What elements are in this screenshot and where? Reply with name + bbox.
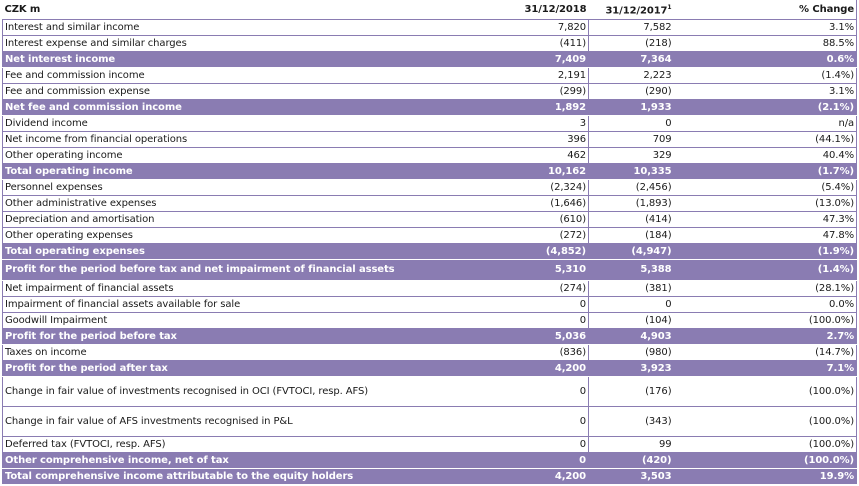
percent-change: (100.0%) xyxy=(771,377,857,407)
percent-change: (14.7%) xyxy=(771,345,857,361)
spacer-cell xyxy=(674,345,771,361)
row-label: Net interest income xyxy=(3,52,507,68)
spacer-cell xyxy=(674,164,771,180)
value-2017: 4,903 xyxy=(589,329,674,345)
value-2018: (836) xyxy=(507,345,589,361)
row-label: Interest expense and similar charges xyxy=(3,36,507,52)
value-2018: (610) xyxy=(507,212,589,228)
row-label: Profit for the period before tax xyxy=(3,329,507,345)
percent-change: (100.0%) xyxy=(771,407,857,437)
percent-change: (1.7%) xyxy=(771,164,857,180)
value-2018: (4,852) xyxy=(507,244,589,260)
percent-change: 0.0% xyxy=(771,297,857,313)
percent-change: (100.0%) xyxy=(771,453,857,469)
table-row-subtotal xyxy=(3,244,857,260)
value-2017: (218) xyxy=(589,36,674,52)
income-statement-table xyxy=(2,0,857,485)
row-label: Net income from financial operations xyxy=(3,132,507,148)
table-row-subtotal xyxy=(3,52,857,68)
percent-change: (100.0%) xyxy=(771,437,857,453)
value-2017: 1,933 xyxy=(589,100,674,116)
row-label: Interest and similar income xyxy=(3,20,507,36)
percent-change: 47.8% xyxy=(771,228,857,244)
row-label: Profit for the period before tax and net impairment of financial assets xyxy=(3,260,507,281)
table-row xyxy=(3,196,857,212)
value-2018: 5,310 xyxy=(507,260,589,281)
percent-change: n/a xyxy=(771,116,857,132)
table-row-subtotal xyxy=(3,164,857,180)
value-2017: 7,364 xyxy=(589,52,674,68)
percent-change: 40.4% xyxy=(771,148,857,164)
column-header-2017-label: 31/12/2017 xyxy=(605,5,668,17)
table-body xyxy=(3,20,857,485)
percent-change: (28.1%) xyxy=(771,281,857,297)
value-2017: 5,388 xyxy=(589,260,674,281)
value-2017: (381) xyxy=(589,281,674,297)
row-label: Change in fair value of AFS investments recognised in P&L xyxy=(3,407,507,437)
column-header-2017-footnote: 1 xyxy=(667,4,672,11)
value-2018: 0 xyxy=(507,407,589,437)
value-2017: 0 xyxy=(589,116,674,132)
row-label: Personnel expenses xyxy=(3,180,507,196)
percent-change: (1.4%) xyxy=(771,68,857,84)
table-row-subtotal xyxy=(3,260,857,281)
table-row-subtotal xyxy=(3,453,857,469)
spacer-cell xyxy=(674,407,771,437)
value-2017: 3,923 xyxy=(589,361,674,377)
value-2018: 396 xyxy=(507,132,589,148)
row-label: Goodwill Impairment xyxy=(3,313,507,329)
value-2018: 0 xyxy=(507,453,589,469)
value-2017: (4,947) xyxy=(589,244,674,260)
row-label: Total comprehensive income attributable to the equity holders xyxy=(3,469,507,485)
value-2018: 0 xyxy=(507,313,589,329)
table-row xyxy=(3,20,857,36)
value-2018: 0 xyxy=(507,297,589,313)
value-2018: 3 xyxy=(507,116,589,132)
row-label: Profit for the period after tax xyxy=(3,361,507,377)
value-2017: (980) xyxy=(589,345,674,361)
table-row xyxy=(3,148,857,164)
value-2018: 462 xyxy=(507,148,589,164)
spacer-cell xyxy=(674,281,771,297)
spacer-cell xyxy=(674,84,771,100)
table-row xyxy=(3,132,857,148)
table-row xyxy=(3,116,857,132)
percent-change: 47.3% xyxy=(771,212,857,228)
table-row xyxy=(3,377,857,407)
value-2018: 1,892 xyxy=(507,100,589,116)
percent-change: (1.9%) xyxy=(771,244,857,260)
spacer-cell xyxy=(674,469,771,485)
value-2017: (290) xyxy=(589,84,674,100)
spacer-cell xyxy=(674,52,771,68)
spacer-cell xyxy=(674,196,771,212)
spacer-cell xyxy=(674,313,771,329)
value-2018: 0 xyxy=(507,377,589,407)
table-row xyxy=(3,297,857,313)
row-label: Change in fair value of investments recognised in OCI (FVTOCI, resp. AFS) xyxy=(3,377,507,407)
table-row xyxy=(3,228,857,244)
spacer-cell xyxy=(674,244,771,260)
row-label: Total operating income xyxy=(3,164,507,180)
value-2018: 2,191 xyxy=(507,68,589,84)
percent-change: 7.1% xyxy=(771,361,857,377)
percent-change: 0.6% xyxy=(771,52,857,68)
value-2017: 709 xyxy=(589,132,674,148)
value-2018: 7,820 xyxy=(507,20,589,36)
spacer-cell xyxy=(674,212,771,228)
percent-change: 19.9% xyxy=(771,469,857,485)
spacer-cell xyxy=(674,297,771,313)
column-header-2018: 31/12/2018 xyxy=(507,0,589,20)
table-row xyxy=(3,68,857,84)
percent-change: (2.1%) xyxy=(771,100,857,116)
column-header-change: % Change xyxy=(771,0,857,20)
row-label: Fee and commission income xyxy=(3,68,507,84)
percent-change: 88.5% xyxy=(771,36,857,52)
spacer-cell xyxy=(674,180,771,196)
table-row xyxy=(3,313,857,329)
row-label: Depreciation and amortisation xyxy=(3,212,507,228)
percent-change: 3.1% xyxy=(771,84,857,100)
value-2017: 7,582 xyxy=(589,20,674,36)
row-label: Dividend income xyxy=(3,116,507,132)
value-2018: (1,646) xyxy=(507,196,589,212)
value-2017: 10,335 xyxy=(589,164,674,180)
value-2018: 4,200 xyxy=(507,469,589,485)
percent-change: (1.4%) xyxy=(771,260,857,281)
value-2017: 2,223 xyxy=(589,68,674,84)
table-header-row xyxy=(3,0,857,20)
value-2017: 99 xyxy=(589,437,674,453)
table-row xyxy=(3,281,857,297)
spacer-cell xyxy=(674,361,771,377)
row-label: Other operating income xyxy=(3,148,507,164)
row-label: Total operating expenses xyxy=(3,244,507,260)
row-label: Other administrative expenses xyxy=(3,196,507,212)
table-row xyxy=(3,407,857,437)
spacer-cell xyxy=(674,228,771,244)
percent-change: 3.1% xyxy=(771,20,857,36)
value-2017: (414) xyxy=(589,212,674,228)
row-label: Other operating expenses xyxy=(3,228,507,244)
value-2017: 3,503 xyxy=(589,469,674,485)
spacer-cell xyxy=(674,437,771,453)
spacer-header xyxy=(674,0,771,20)
value-2018: (411) xyxy=(507,36,589,52)
percent-change: (100.0%) xyxy=(771,313,857,329)
percent-change: (5.4%) xyxy=(771,180,857,196)
spacer-cell xyxy=(674,132,771,148)
spacer-cell xyxy=(674,260,771,281)
spacer-cell xyxy=(674,116,771,132)
spacer-cell xyxy=(674,68,771,84)
spacer-cell xyxy=(674,36,771,52)
table-row-subtotal xyxy=(3,361,857,377)
table-row-subtotal xyxy=(3,329,857,345)
value-2017: (184) xyxy=(589,228,674,244)
value-2017: 329 xyxy=(589,148,674,164)
table-row xyxy=(3,36,857,52)
value-2018: (2,324) xyxy=(507,180,589,196)
value-2018: 4,200 xyxy=(507,361,589,377)
percent-change: 2.7% xyxy=(771,329,857,345)
row-label: Net fee and commission income xyxy=(3,100,507,116)
table-row xyxy=(3,180,857,196)
value-2017: (1,893) xyxy=(589,196,674,212)
value-2017: (104) xyxy=(589,313,674,329)
spacer-cell xyxy=(674,100,771,116)
spacer-cell xyxy=(674,20,771,36)
value-2017: (2,456) xyxy=(589,180,674,196)
value-2018: (274) xyxy=(507,281,589,297)
row-label: Impairment of financial assets available for sale xyxy=(3,297,507,313)
value-2018: 7,409 xyxy=(507,52,589,68)
percent-change: (44.1%) xyxy=(771,132,857,148)
value-2018: 0 xyxy=(507,437,589,453)
row-label: Deferred tax (FVTOCI, resp. AFS) xyxy=(3,437,507,453)
value-2017: 0 xyxy=(589,297,674,313)
spacer-cell xyxy=(674,148,771,164)
value-2018: 10,162 xyxy=(507,164,589,180)
table-row-subtotal xyxy=(3,469,857,485)
value-2018: 5,036 xyxy=(507,329,589,345)
table-row xyxy=(3,437,857,453)
row-label: Other comprehensive income, net of tax xyxy=(3,453,507,469)
value-2017: (176) xyxy=(589,377,674,407)
table-row xyxy=(3,212,857,228)
value-2018: (272) xyxy=(507,228,589,244)
table-row xyxy=(3,84,857,100)
row-label: Fee and commission expense xyxy=(3,84,507,100)
spacer-cell xyxy=(674,377,771,407)
table-row xyxy=(3,345,857,361)
spacer-cell xyxy=(674,453,771,469)
percent-change: (13.0%) xyxy=(771,196,857,212)
currency-header: CZK m xyxy=(3,0,507,20)
table-row-subtotal xyxy=(3,100,857,116)
value-2017: (343) xyxy=(589,407,674,437)
value-2017: (420) xyxy=(589,453,674,469)
spacer-cell xyxy=(674,329,771,345)
value-2018: (299) xyxy=(507,84,589,100)
column-header-2017 xyxy=(589,0,674,20)
row-label: Taxes on income xyxy=(3,345,507,361)
row-label: Net impairment of financial assets xyxy=(3,281,507,297)
